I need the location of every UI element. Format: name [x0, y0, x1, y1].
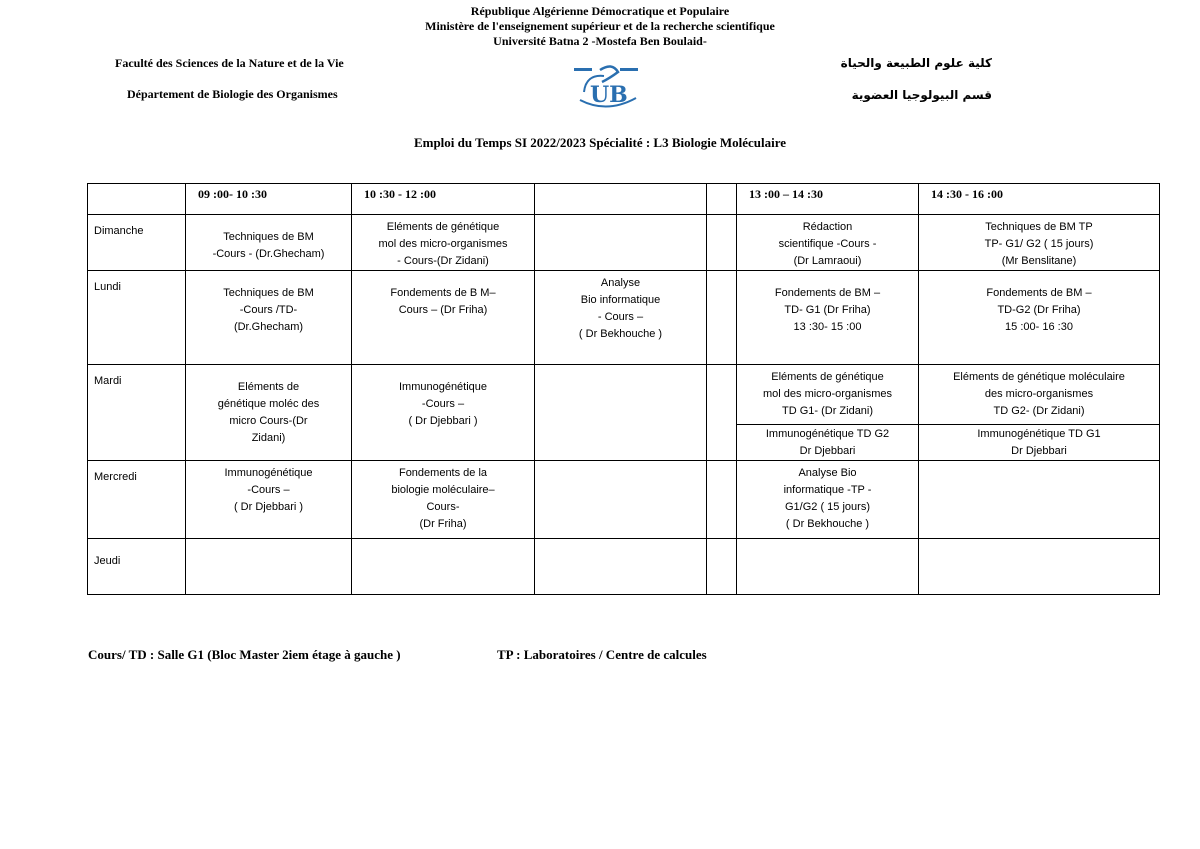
- logo-text: UB: [590, 82, 628, 108]
- header-cell-day: [88, 184, 186, 215]
- cell-text: Eléments de génétique moléculaire des micro-organismes TD G2- (Dr Zidani): [953, 371, 1125, 417]
- table-cell: [919, 365, 1160, 461]
- table-cell: [535, 461, 707, 539]
- cell-text: [737, 539, 918, 543]
- break-cell: [707, 215, 737, 271]
- table-cell: [352, 271, 535, 365]
- day-cell: Mercredi: [88, 461, 186, 539]
- cell-text: Techniques de BM -Cours /TD- (Dr.Ghecham): [223, 287, 314, 333]
- table-row: [88, 461, 1160, 539]
- cell-text: Fondements de BM – TD- G1 (Dr Friha) 13 :30- 15 :00: [774, 287, 881, 333]
- cell-text: [186, 539, 351, 543]
- department-name: Département de Biologie des Organismes: [127, 87, 338, 101]
- table-cell: [535, 365, 707, 461]
- table-cell: [737, 539, 919, 595]
- day-cell: Lundi: [88, 271, 186, 365]
- table-cell: [737, 271, 919, 365]
- break-cell: [707, 461, 737, 539]
- cell-text: Eléments de génétique mol des micro-organismes - Cours-(Dr Zidani): [378, 221, 508, 267]
- table-cell: [919, 215, 1160, 271]
- table-row: [88, 215, 1160, 271]
- cell-text: [535, 365, 706, 369]
- table-cell: [186, 365, 352, 461]
- timetable: [87, 183, 1160, 595]
- table-cell: [737, 365, 919, 461]
- break-cell: [707, 271, 737, 365]
- break-cell: [707, 539, 737, 595]
- faculty-name: Faculté des Sciences de la Nature et de la Vie: [115, 56, 344, 70]
- table-cell: [186, 215, 352, 271]
- cell-text: Immunogénétique -Cours – ( Dr Djebbari ): [224, 467, 313, 513]
- table-cell: [352, 215, 535, 271]
- table-cell: [186, 271, 352, 365]
- header-line-1: République Algérienne Démocratique et Populaire: [470, 4, 730, 18]
- cell-text: [535, 461, 706, 465]
- cell-text: [352, 539, 534, 543]
- footer-labs: TP : Laboratoires / Centre de calcules: [497, 647, 707, 662]
- cell-text: [535, 539, 706, 543]
- cell-text: [919, 539, 1159, 543]
- table-cell: [535, 539, 707, 595]
- cell-text: Rédaction scientifique -Cours - (Dr Lamraoui): [778, 221, 877, 267]
- table-row: [88, 539, 1160, 595]
- day-cell: Jeudi: [88, 539, 186, 595]
- cell-text: Fondements de B M– Cours – (Dr Friha): [390, 287, 496, 316]
- header-cell-break: [707, 184, 737, 215]
- table-cell: [352, 539, 535, 595]
- table-cell: [186, 461, 352, 539]
- cell-text: Fondements de la biologie moléculaire– Cours- (Dr Friha): [391, 467, 495, 530]
- table-row: [88, 365, 1160, 461]
- timetable-header-row: [88, 184, 1160, 215]
- cell-text: Analyse Bio informatique -TP - G1/G2 ( 15 jours) ( Dr Bekhouche ): [783, 467, 872, 530]
- table-cell: [535, 215, 707, 271]
- header-cell-slot-2: 10 :30 - 12 :00: [352, 184, 535, 215]
- cell-text: Techniques de BM TP TP- G1/ G2 ( 15 jours) (Mr Benslitane): [984, 221, 1094, 267]
- header-line-2: Ministère de l'enseignement supérieur et de la recherche scientifique: [425, 19, 775, 33]
- table-cell: [186, 539, 352, 595]
- header-cell-slot-3: [535, 184, 707, 215]
- cell-text: Eléments de génétique moléc des micro Cours-(Dr Zidani): [217, 381, 320, 444]
- university-logo-icon: [572, 62, 642, 112]
- day-cell: Mardi: [88, 365, 186, 461]
- table-cell: [919, 539, 1160, 595]
- table-cell: [352, 365, 535, 461]
- table-cell: [352, 461, 535, 539]
- cell-text: Techniques de BM -Cours - (Dr.Ghecham): [212, 231, 325, 260]
- header-line-3: Université Batna 2 -Mostefa Ben Boulaid-: [493, 34, 707, 48]
- table-cell: [535, 271, 707, 365]
- cell-text: Fondements de BM – TD-G2 (Dr Friha) 15 :00- 16 :30: [986, 287, 1092, 333]
- faculty-name-arabic: كلية علوم الطبيعة والحياة: [840, 56, 992, 70]
- cell-text: [535, 215, 706, 219]
- header-cell-slot-1: 09 :00- 10 :30: [186, 184, 352, 215]
- header-cell-slot-4: 13 :00 – 14 :30: [737, 184, 919, 215]
- cell-text: Analyse Bio informatique - Cours – ( Dr Bekhouche ): [578, 277, 663, 340]
- cell-text: [919, 461, 1159, 465]
- table-cell: [737, 215, 919, 271]
- table-cell: [919, 271, 1160, 365]
- page-title: Emploi du Temps SI 2022/2023 Spécialité : L3 Biologie Moléculaire: [413, 135, 787, 150]
- table-cell: [919, 461, 1160, 539]
- cell-text-sub: Immunogénétique TD G1 Dr Djebbari: [919, 424, 1159, 460]
- break-cell: [707, 365, 737, 461]
- cell-text: Immunogénétique -Cours – ( Dr Djebbari ): [398, 381, 488, 427]
- table-cell: [737, 461, 919, 539]
- table-row: [88, 271, 1160, 365]
- cell-text-sub: Immunogénétique TD G2 Dr Djebbari: [737, 424, 918, 460]
- cell-text: Eléments de génétique mol des micro-organismes TD G1- (Dr Zidani): [763, 371, 892, 417]
- header-cell-slot-5: 14 :30 - 16 :00: [919, 184, 1160, 215]
- department-name-arabic: قسم البيولوجيا العضوية: [851, 88, 992, 102]
- footer-rooms: Cours/ TD : Salle G1 (Bloc Master 2iem étage à gauche ): [88, 647, 401, 662]
- day-cell: Dimanche: [88, 215, 186, 271]
